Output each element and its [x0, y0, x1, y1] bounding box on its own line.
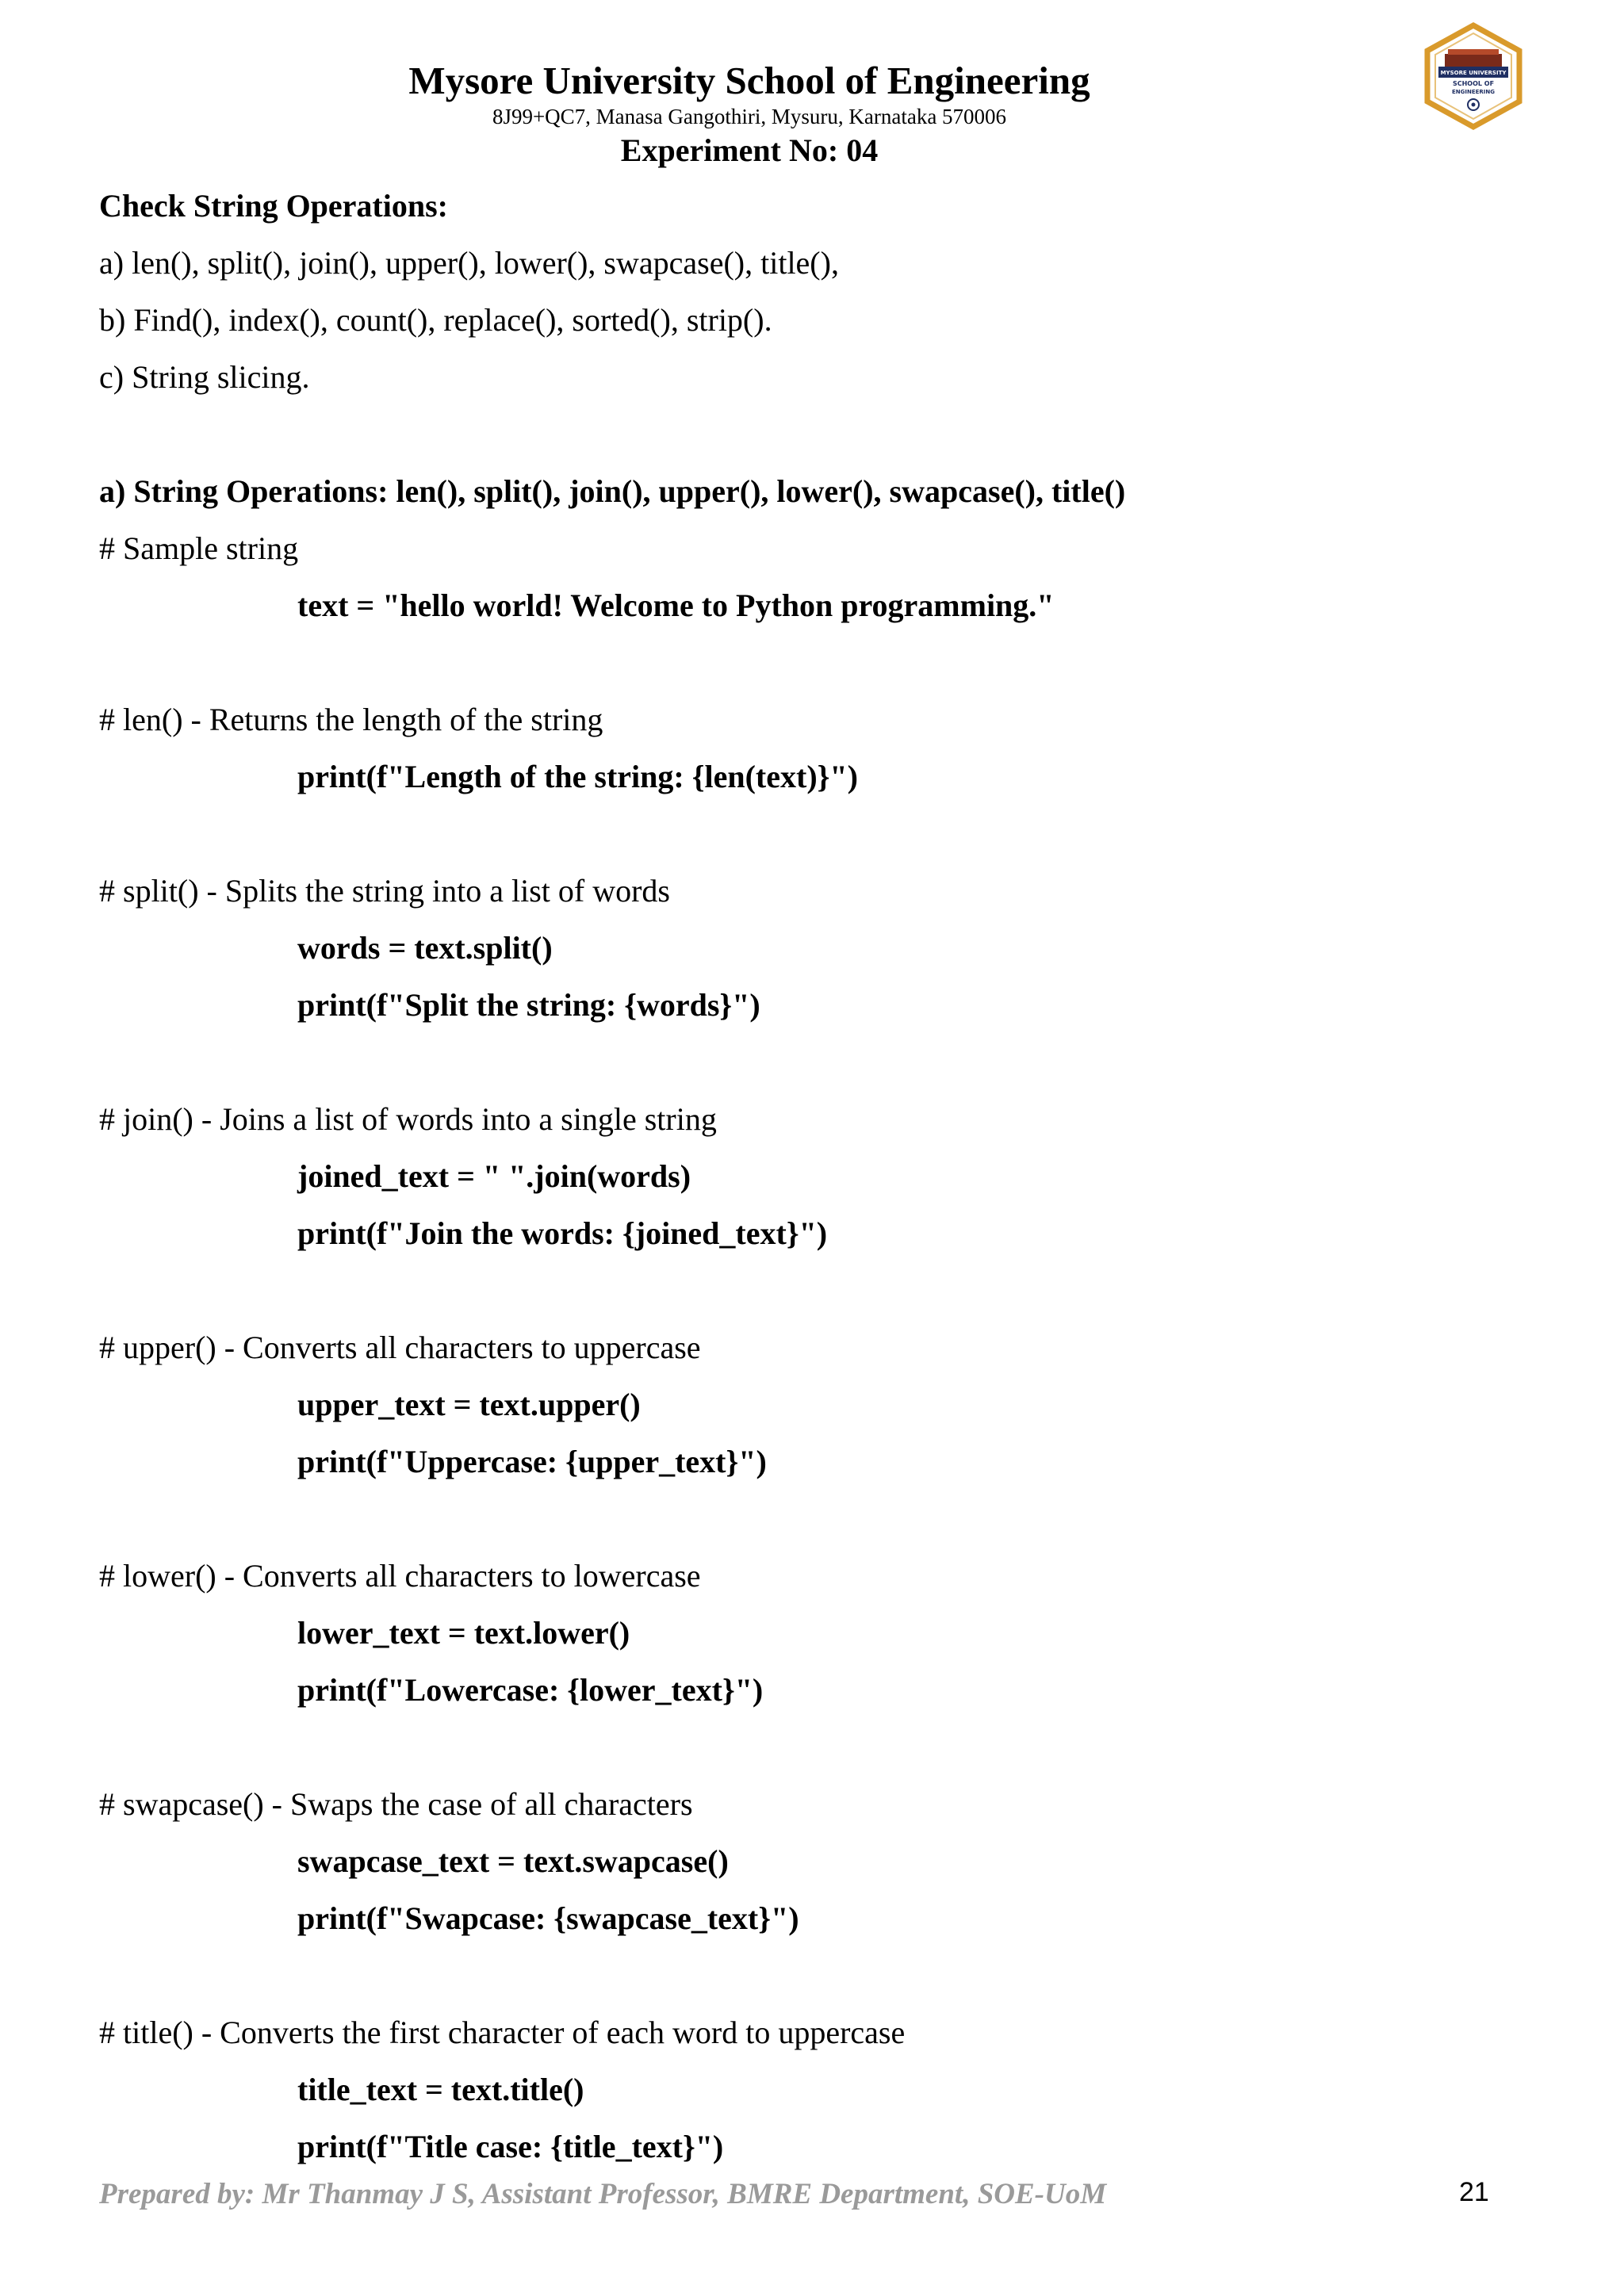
logo-text-university: MYSORE UNIVERSITY	[1440, 70, 1507, 76]
code-line-title-print: print(f"Title case: {title_text}")	[297, 2129, 724, 2164]
code-comment-lower: # lower() - Converts all characters to lowercase	[99, 1558, 701, 1594]
code-line-split-print: print(f"Split the string: {words}")	[297, 987, 760, 1023]
code-line-len: print(f"Length of the string: {len(text)}")	[297, 759, 858, 794]
code-line-text: text = "hello world! Welcome to Python programming."	[297, 587, 1055, 623]
code-line-join: joined_text = " ".join(words)	[297, 1158, 691, 1194]
code-line-join-print: print(f"Join the words: {joined_text}")	[297, 1215, 828, 1251]
intro-item-c: c) String slicing.	[99, 359, 310, 395]
code-comment-join: # join() - Joins a list of words into a single string	[99, 1101, 717, 1137]
logo-text-school: SCHOOL OF	[1452, 80, 1495, 87]
spacer	[99, 1034, 1495, 1091]
logo-text-engineering: ENGINEERING	[1451, 89, 1496, 95]
intro-title: Check String Operations:	[99, 188, 448, 224]
code-line-split: words = text.split()	[297, 930, 553, 966]
code-comment-swapcase: # swapcase() - Swaps the case of all characters	[99, 1786, 693, 1822]
spacer	[99, 634, 1495, 691]
code-comment-upper: # upper() - Converts all characters to uppercase	[99, 1330, 701, 1365]
spacer	[99, 1719, 1495, 1776]
code-comment-split: # split() - Splits the string into a list of words	[99, 873, 670, 909]
code-line-lower: lower_text = text.lower()	[297, 1615, 630, 1651]
code-line-upper-print: print(f"Uppercase: {upper_text}")	[297, 1444, 767, 1479]
code-line-lower-print: print(f"Lowercase: {lower_text}")	[297, 1672, 764, 1708]
prepared-by-footer: Prepared by: Mr Thanmay J S, Assistant Professor, BMRE Department, SOE-UoM	[99, 2178, 1107, 2210]
page-header	[0, 57, 1499, 173]
university-address: 8J99+QC7, Manasa Gangothiri, Mysuru, Karnataka 570006	[492, 105, 1007, 128]
university-logo-icon	[1423, 22, 1524, 130]
code-line-title: title_text = text.title()	[297, 2072, 584, 2107]
code-line-upper: upper_text = text.upper()	[297, 1387, 641, 1422]
intro-item-b: b) Find(), index(), count(), replace(), sorted(), strip().	[99, 302, 772, 338]
page-number: 21	[1459, 2177, 1489, 2207]
spacer	[99, 1262, 1495, 1319]
university-name: Mysore University School of Engineering	[408, 59, 1090, 102]
code-comment-sample: # Sample string	[99, 530, 299, 566]
spacer	[99, 1490, 1495, 1548]
spacer	[99, 806, 1495, 863]
intro-item-a: a) len(), split(), join(), upper(), lower(), swapcase(), title(),	[99, 245, 839, 281]
code-line-swapcase-print: print(f"Swapcase: {swapcase_text}")	[297, 1900, 799, 1936]
spacer	[99, 406, 1495, 463]
experiment-number: Experiment No: 04	[620, 132, 879, 168]
code-line-swapcase: swapcase_text = text.swapcase()	[297, 1843, 729, 1879]
spacer	[99, 1947, 1495, 2004]
code-comment-title: # title() - Converts the first character of each word to uppercase	[99, 2015, 906, 2050]
section-a-heading: a) String Operations: len(), split(), join(), upper(), lower(), swapcase(), title()	[99, 473, 1126, 509]
code-comment-len: # len() - Returns the length of the string	[99, 702, 603, 737]
page-content	[99, 178, 1495, 2175]
